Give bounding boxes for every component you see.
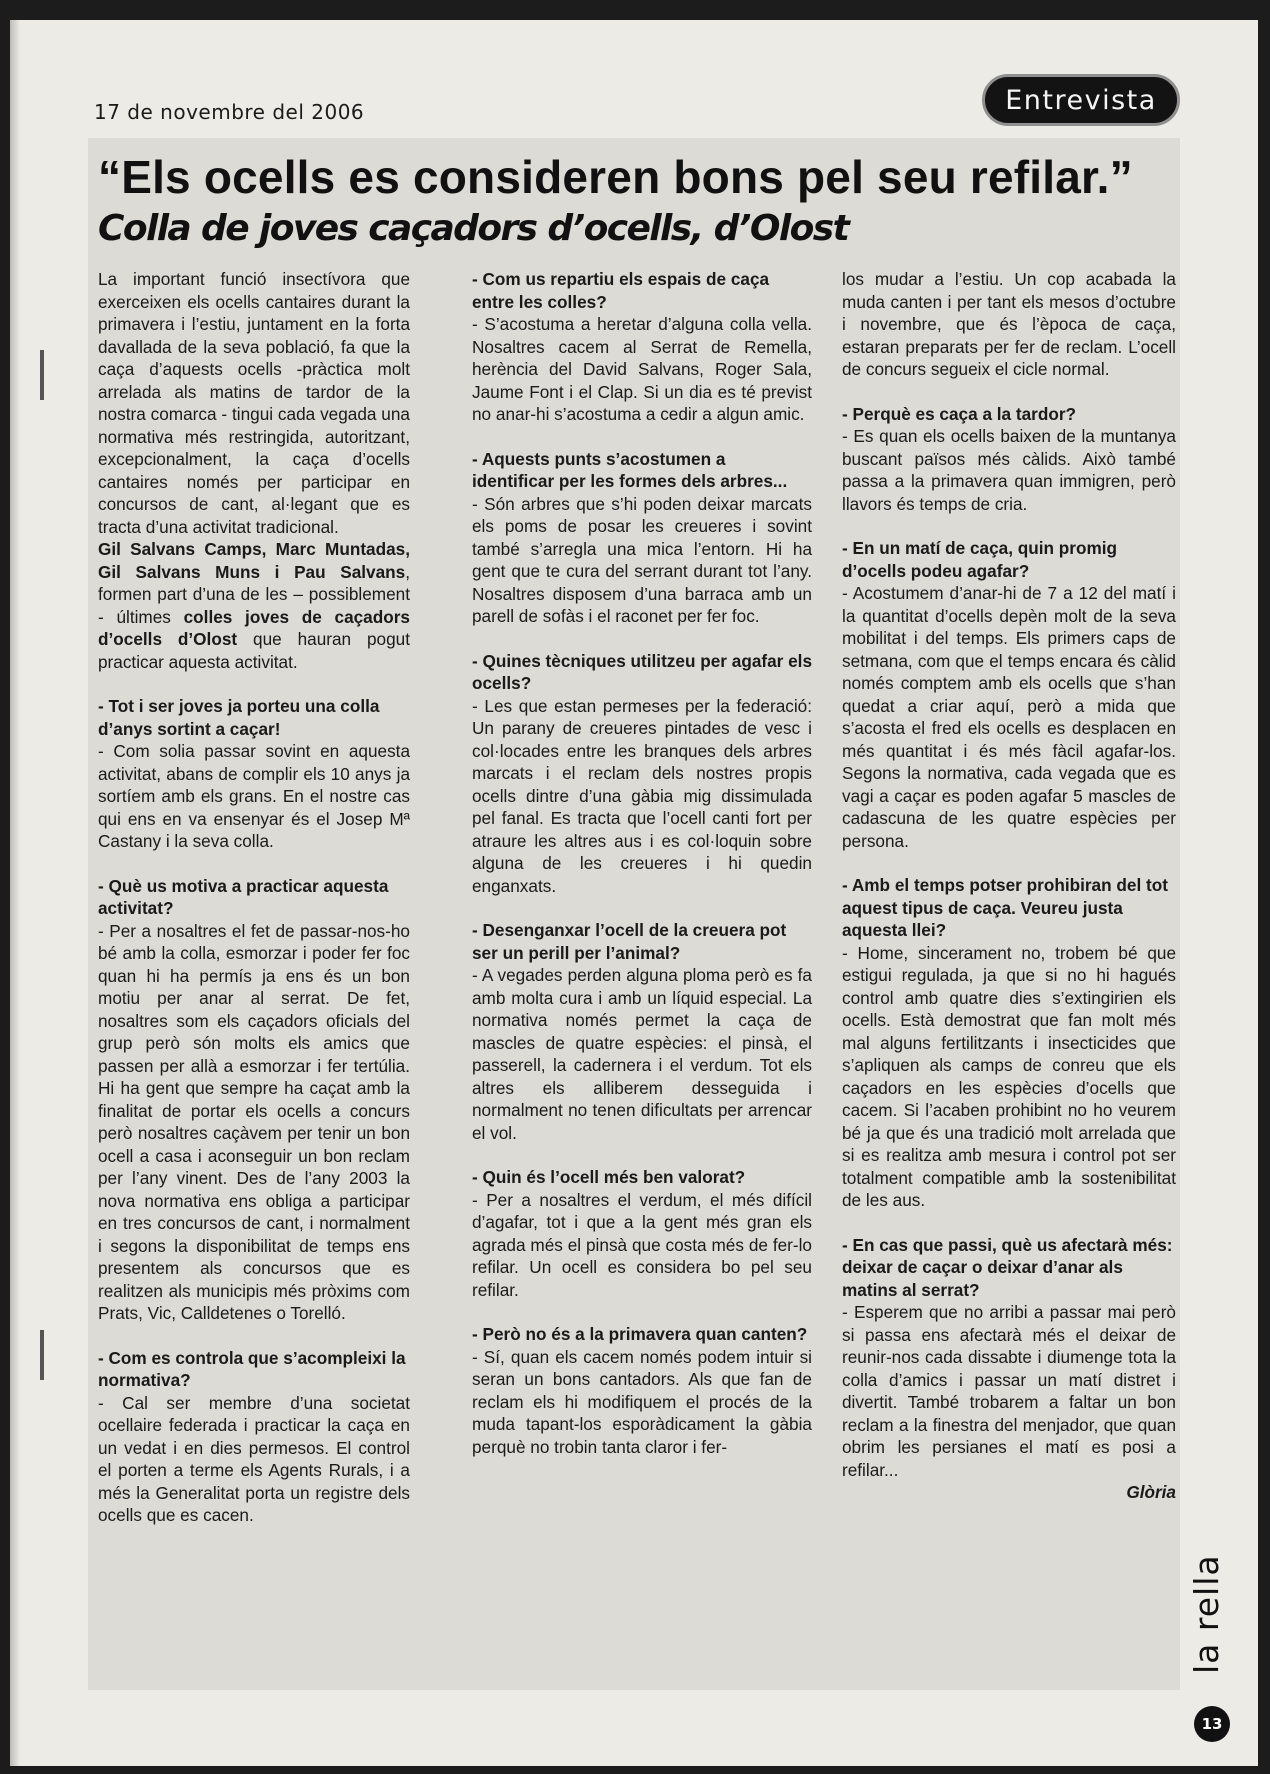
question: - Quines tècniques utilitzeu per agafar els ocells?	[472, 650, 813, 693]
article-subtitle: Colla de joves caçadors d’ocells, d’Olost	[98, 208, 849, 249]
magazine-brand: la rella	[1187, 1554, 1226, 1674]
answer-continuation: los mudar a l’estiu. Un cop acabada la muda canten i per tant els mesos d’octubre i novembre, que és l’època de caça, estaran preparats per fer de reclam. L’ocell de concurs segueix el cicle normal.	[842, 269, 1176, 379]
page-number: 13	[1194, 1706, 1230, 1742]
article-column-1	[98, 268, 410, 1527]
article-column-2	[472, 268, 812, 1458]
question: - Què us motiva a practicar aquesta activitat?	[98, 875, 389, 918]
intro-text: , formen part d’una de les – possiblement - últimes	[98, 561, 410, 627]
intro-text: que hauran pogut practicar aquesta activitat.	[98, 629, 411, 672]
article-title: “Els ocells es consideren bons pel seu refilar.”	[98, 151, 1133, 203]
question: - En un matí de caça, quin promig d’ocells podeu agafar?	[842, 538, 1118, 581]
answer: - Com solia passar sovint en aquesta activitat, abans de complir els 10 anys ja sortíem amb els grans. En el nostre cas qui ens en va ensenyar és el Josep Mª Castany i la seva colla.	[98, 741, 410, 851]
answer: - Acostumem d’anar-hi de 7 a 12 del matí i la quantitat d’ocells depèn molt de la seva mobilitat i del temps. Els primers caps de setmana, com que el temps encara és càlid només comptem amb els ocells que s’han quedat a criar aquí, però a mida que s’acosta el fred els ocells es desplacen en més quantitat i és més fàcil agafar-los. Segons la normativa, cada vegada que es vagi a caçar es poden agafar 5 mascles de cadascuna de les quatre espècies per persona.	[842, 583, 1176, 851]
section-badge: Entrevista	[982, 74, 1180, 126]
question: - Desenganxar l’ocell de la creuera pot ser un perill per l’animal?	[472, 920, 787, 963]
intro-participants-paragraph	[98, 538, 410, 673]
answer: - Per a nosaltres el fet de passar-nos-ho bé amb la colla, esmorzar i poder fer foc quan hi ha permís ja ens és un bon motiu per anar al serrat. De fet, nosaltres som els caçadors oficials del grup però són molts els amics que passen per allà a esmorzar i fer tertúlia. Hi ha gent que sempre ha caçat amb la finalitat de portar els ocells a concurs però nosaltres caçàvem per tenir un bon ocell a casa i aconseguir un bon reclam per l’any vinent. Des de l’any 2003 la nova normativa ens obliga a participar en tres concursos de cant, i normalment i segons la disponibilitat de temps ens presentem als concursos que es realitzen als municipis més pròxims com Prats, Vic, Calldetenes o Torelló.	[98, 920, 410, 1323]
question: - Com us repartiu els espais de caça entre les colles?	[472, 269, 770, 312]
answer: - Per a nosaltres el verdum, el més difícil d’agafar, tot i que a la gent més gran els agrada més el pinsà que costa més de fer-lo refilar. Un ocell es considera bo pel seu refilar.	[472, 1189, 812, 1300]
magazine-page	[10, 20, 1258, 1766]
answer: - Sí, quan els cacem només podem intuir si seran un bons cantadors. Als que fan de reclam els hi modifiquem el procés de la muda tapant-los esporàdicament la gàbia perquè no trobin tanta claror i fer-	[472, 1346, 812, 1457]
question: - Quin és l’ocell més ben valorat?	[472, 1167, 746, 1187]
author-signature: Glòria	[1126, 1482, 1176, 1502]
answer: - Cal ser membre d’una societat ocellaire federada i practicar la caça en un vedat i en dies permesos. El control el porten a terme els Agents Rurals, i a més la Generalitat porta un registre dels ocells que es cacen.	[98, 1392, 410, 1525]
question: - En cas que passi, què us afectarà més: deixar de caçar o deixar d’anar als matins al serrat?	[842, 1234, 1173, 1300]
group-name: colles joves de caçadors d’ocells d’Olost	[98, 606, 410, 649]
staple-mark	[40, 1330, 44, 1380]
page-binding-shadow	[10, 20, 20, 1766]
answer: - Són arbres que s’hi poden deixar marcats els poms de posar les creueres i sovint també s’arregla una mica l’entorn. Hi ha gent que te cura del serrant durant tot l’any. Nosaltres disposem d’una barraca amb un parell de sofàs i el raconet per fer foc.	[472, 493, 812, 626]
question: - Però no és a la primavera quan canten?	[472, 1324, 808, 1344]
answer: - Es quan els ocells baixen de la muntanya buscant països més càlids. Això també passa a la primavera quan immigren, però llavors és temps de cria.	[842, 426, 1176, 514]
answer: - Esperem que no arribi a passar mai però si passa ens afectarà més el deixar de reunir-nos cada dissabte i diumenge tota la colla d’amics i passar un matí distret i divertit. També trobarem a faltar un bon reclam a la finestra del menjador, que quan obrim les persianes el matí es posi a refilar...	[842, 1302, 1176, 1480]
question: - Amb el temps potser prohibiran del tot aquest tipus de caça. Veureu justa aquesta llei?	[842, 875, 1168, 940]
question: - Aquests punts s’acostumen a identificar per les formes dels arbres...	[472, 448, 788, 491]
question: - Tot i ser joves ja porteu una colla d’anys sortint a caçar!	[98, 696, 380, 739]
answer: - A vegades perden alguna ploma però es fa amb molta cura i amb un líquid especial. La normativa només permet la caça de mascles de quatre espècies: el pinsà, el passerell, la cadernera i el verdum. Tot els altres els alliberem desseguida i normalment no tenen dificultats per arrencar el vol.	[472, 965, 812, 1143]
answer: - Les que estan permeses per la federació: Un parany de creueres pintades de vesc i col·locades entre les branques dels arbres marcats i el reclam dels nostres propis ocells dintre d’una gàbia mig dissimulada pel fanal. Es tracta que l’ocell canti fort per atraure les altres aus i es col·loquin sobre alguna de les creueres i hi quedin enganxats.	[472, 695, 812, 896]
question: - Com es controla que s’acompleixi la normativa?	[98, 1347, 406, 1390]
staple-mark	[40, 350, 44, 400]
issue-date: 17 de novembre del 2006	[94, 100, 365, 124]
intro-paragraph: La important funció insectívora que exerceixen els ocells cantaires durant la primavera i l’estiu, juntament en la forta davallada de la seva població, fa que la caça d’aquests ocells -pràctica molt arrelada als matins de tardor de la nostra comarca - tingui cada vegada una normativa més restringida, autoritzant, excepcionalment, la caça d’ocells cantaires només per participar en concursos de cant, al·legant que es tracta d’una activitat tradicional.	[98, 269, 410, 537]
answer: - Home, sincerament no, trobem bé que estigui regulada, ja que si no hi hagués control amb quatre dies s’extingirien els ocells. Està demostrat que fan molt més mal alguns fertilitzants i insecticides que s’apliquen als camps de conreu que els caçadors en les espècies d’ocells que cacem. Si l’acaben prohibint no ho veurem bé ja que és una tradició molt arrelada que si es realitza amb mesura i control pot ser totalment compatible amb la sostenibilitat de les aus.	[842, 942, 1176, 1210]
participants-names: Gil Salvans Camps, Marc Muntadas, Gil Salvans Muns i Pau Salvans	[98, 539, 410, 582]
question: - Perquè es caça a la tardor?	[842, 403, 1077, 424]
answer: - S’acostuma a heretar d’alguna colla vella. Nosaltres cacem al Serrat de Remella, herència del David Salvans, Roger Sala, Jaume Font i el Clap. Si un dia es té previst no anar-hi s’acostuma a cedir a algun amic.	[472, 314, 812, 424]
article-column-3	[842, 268, 1176, 1504]
